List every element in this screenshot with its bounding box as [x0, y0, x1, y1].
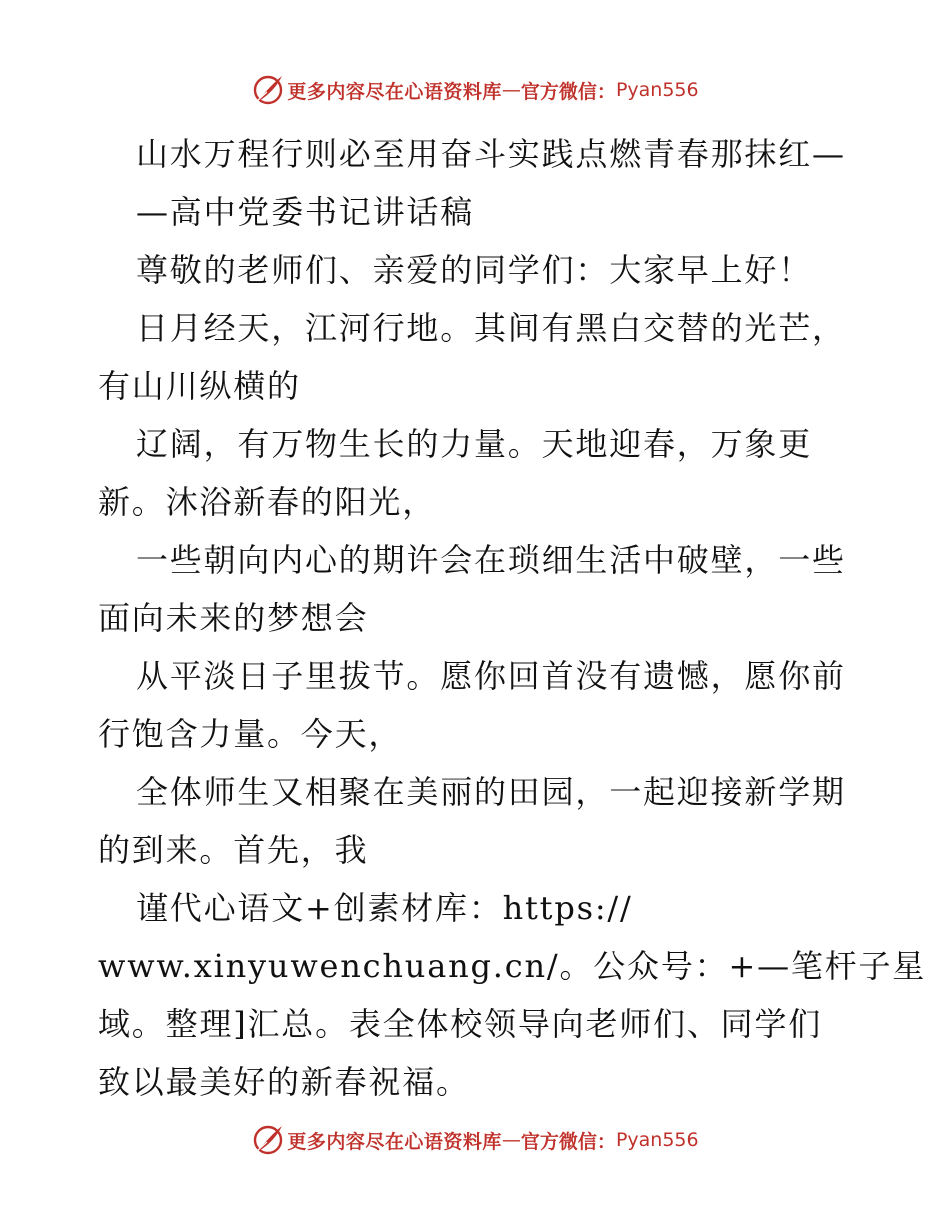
paragraph-line: 域。整理]汇总。表全体校领导向老师们、同学们 [98, 1005, 823, 1043]
footer-banner [0, 1120, 950, 1160]
document-body [98, 125, 927, 1111]
banner-wechat-label: 官方微信： [520, 1130, 616, 1153]
paragraph-line: 全体师生又相聚在美丽的田园，一起迎接新学期 [136, 773, 846, 811]
greeting-line: 尊敬的老师们、亲爱的同学们：大家早上好！ [136, 251, 813, 289]
paragraph-line: 面向未来的梦想会 [98, 599, 369, 637]
paragraph-line: 谨代心语文+创素材库：https:// [136, 889, 633, 927]
paragraph-line: 行饱含力量。今天， [98, 715, 403, 753]
quill-logo-icon [251, 1123, 285, 1157]
banner-separator: — [501, 1129, 521, 1151]
banner-separator: — [501, 79, 521, 101]
paragraph-line: 辽阔，有万物生长的力量。天地迎春，万象更 [136, 425, 813, 463]
paragraph-line: 的到来。首先，我 [98, 831, 369, 869]
paragraph-line: 致以最美好的新春祝福。 [98, 1063, 470, 1101]
title-line-1: 山水万程行则必至用奋斗实践点燃青春那抹红— [136, 135, 846, 173]
quill-logo-icon [251, 73, 285, 107]
paragraph-line: 日月经天，江河行地。其间有黑白交替的光芒， [136, 309, 846, 347]
banner-main-text: 更多内容尽在心语资料库 [287, 1130, 502, 1153]
banner-wechat-id: Pyan556 [615, 1129, 699, 1151]
header-banner [0, 70, 950, 110]
paragraph-line: www.xinyuwenchuang.cn/。公众号：+—笔杆子星 [98, 947, 927, 985]
paragraph-line: 从平淡日子里拔节。愿你回首没有遗憾，愿你前 [136, 657, 846, 695]
paragraph-line: 一些朝向内心的期许会在琐细生活中破壁，一些 [136, 541, 846, 579]
banner-wechat-label: 官方微信： [520, 80, 616, 103]
banner-wechat-id: Pyan556 [615, 79, 699, 101]
banner-main-text: 更多内容尽在心语资料库 [287, 80, 502, 103]
paragraph-line: 有山川纵横的 [98, 367, 301, 405]
title-line-2: —高中党委书记讲话稿 [136, 193, 475, 231]
paragraph-line: 新。沐浴新春的阳光， [98, 483, 437, 521]
